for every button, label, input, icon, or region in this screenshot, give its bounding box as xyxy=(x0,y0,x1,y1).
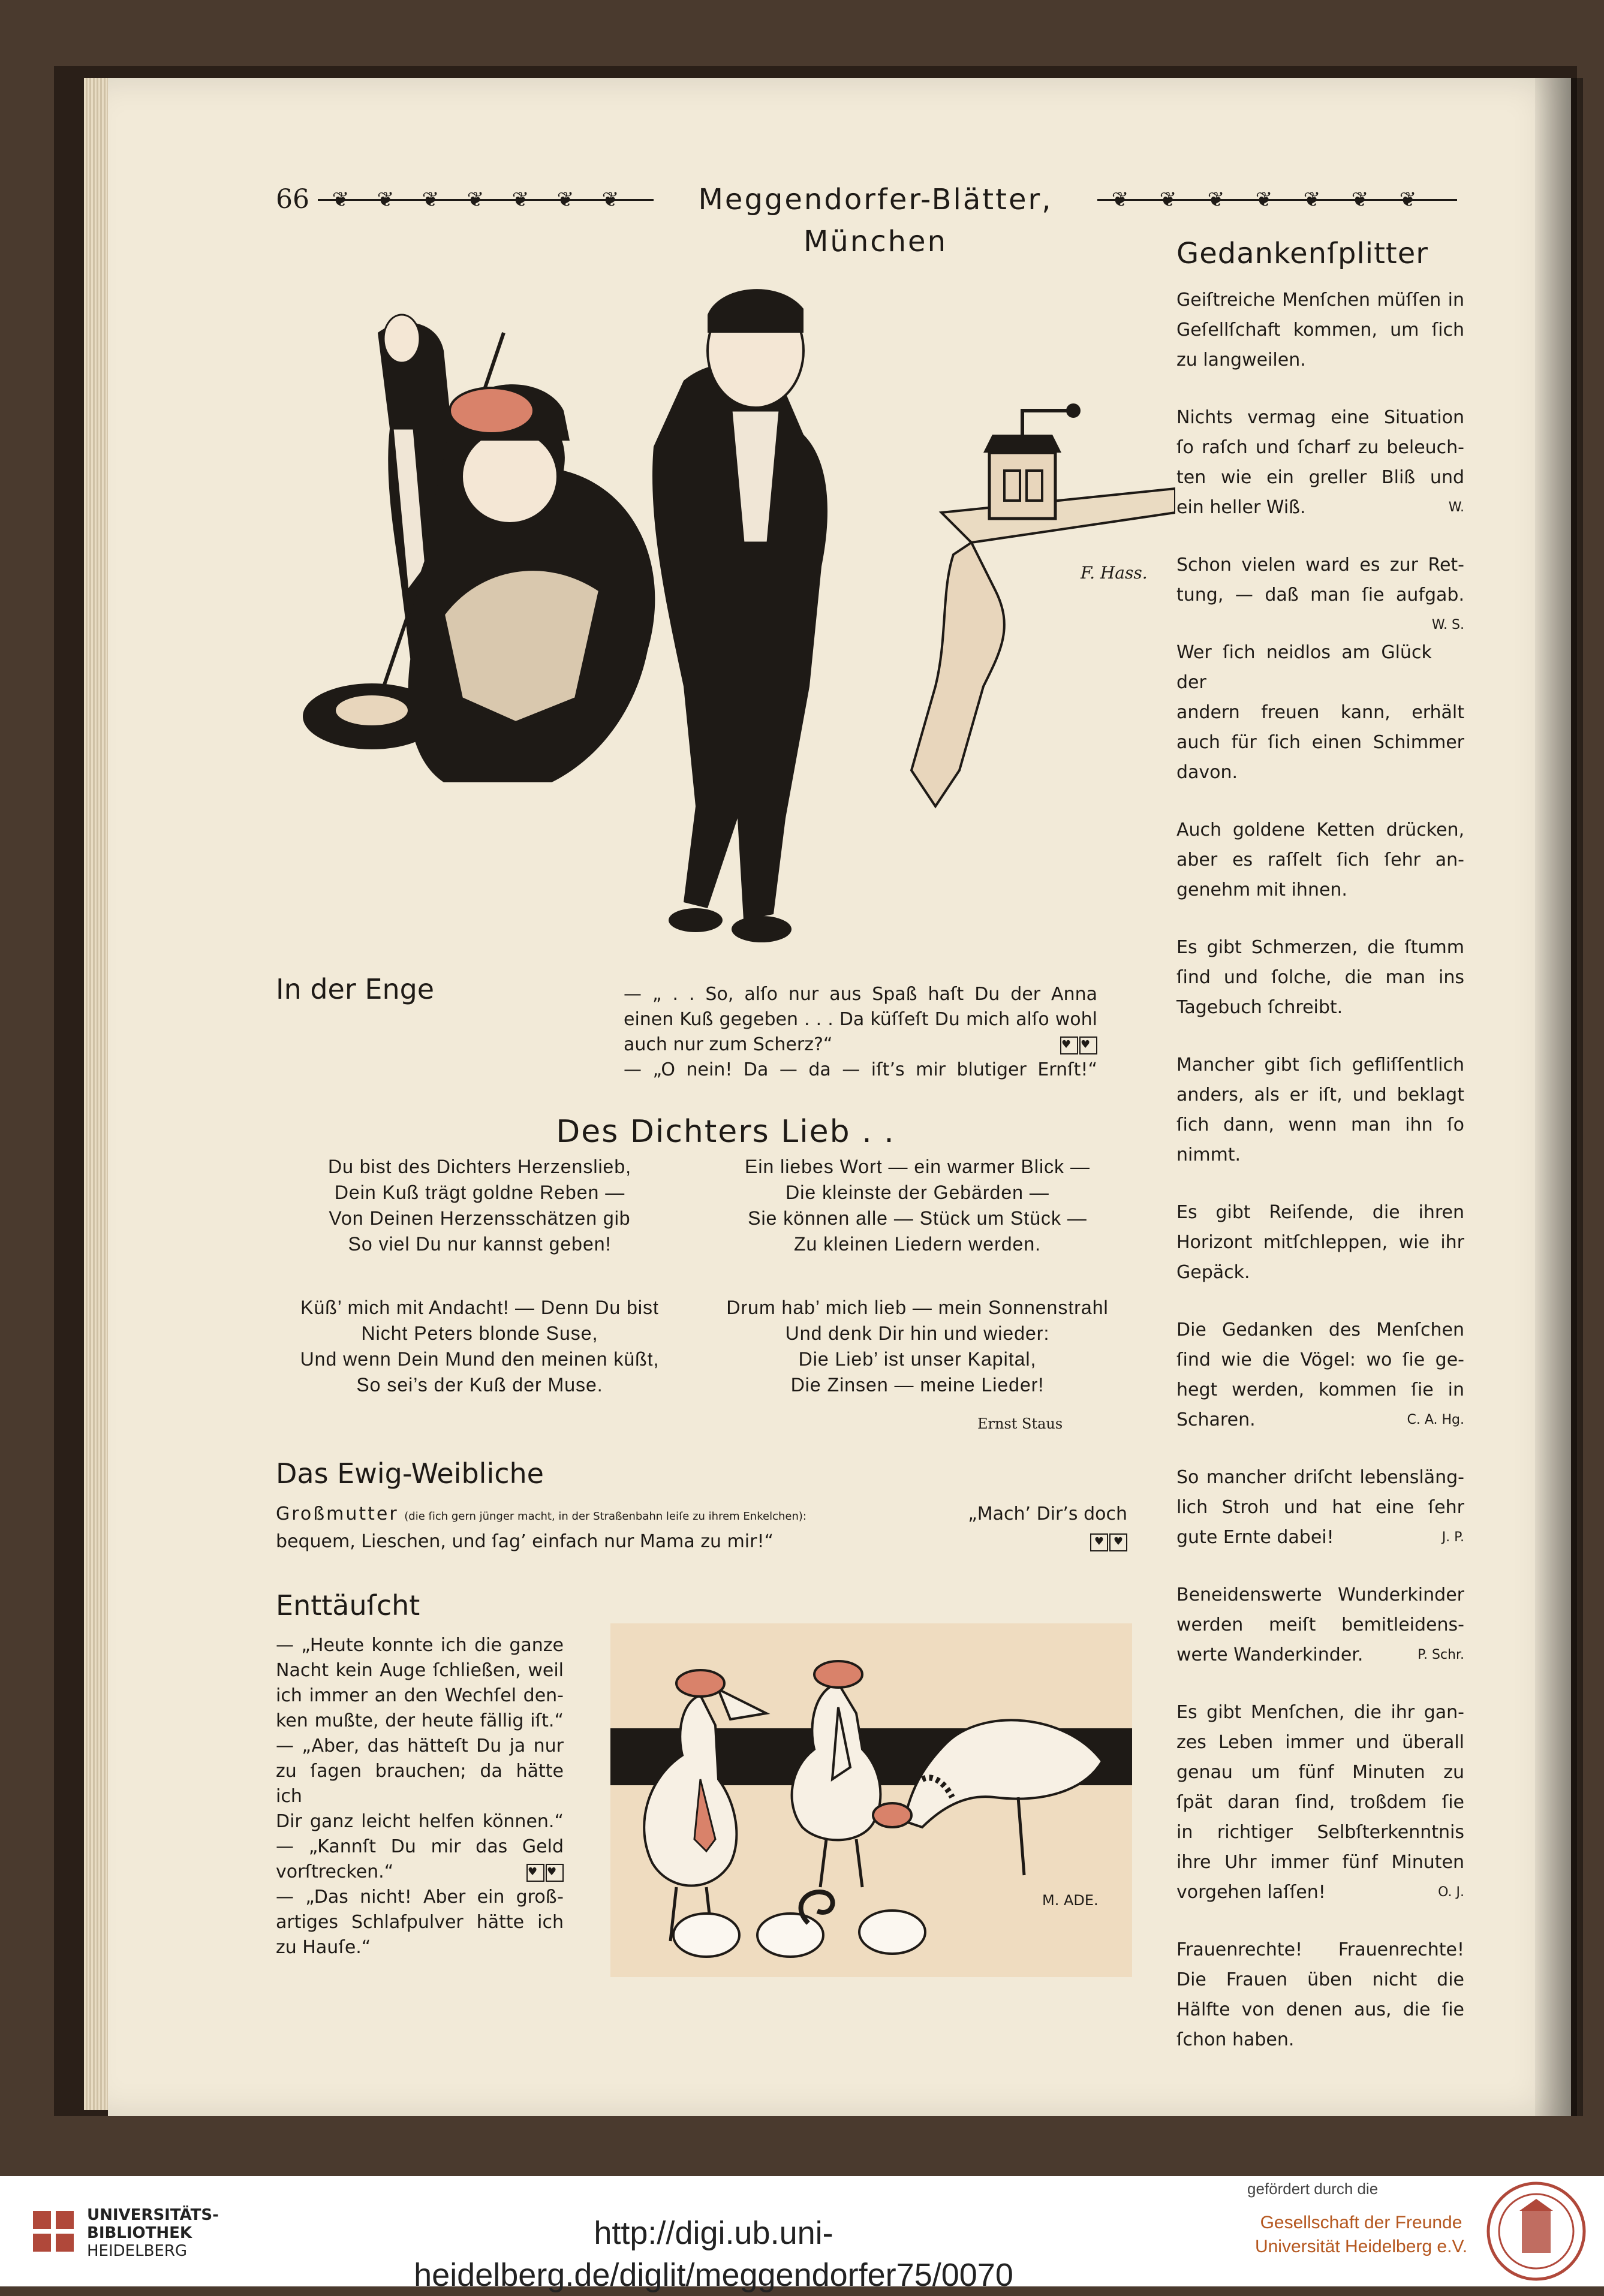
ornament-mark: ♥ xyxy=(1090,1533,1108,1551)
text-line: — „O nein! Da — da — iſt’s mir blutiger Ernſt!“ xyxy=(624,1059,1097,1080)
speaker: Großmutter xyxy=(276,1503,399,1524)
aphorism-signature: W. xyxy=(1448,500,1464,515)
text-line: Nacht kein Auge ſchließen, weil xyxy=(276,1660,564,1681)
aphorism: Frauenrechte! Frauenrechte! Die Frauen üben nicht die Hälfte von denen aus, die ſie ſchon haben. xyxy=(1176,1939,1464,2050)
text-line: ich immer an den Wechſel den- xyxy=(276,1685,564,1706)
anecdote-ewig xyxy=(276,1502,1127,1554)
aphorism: Nichts vermag eine Situation ſo raſch und ſcharf zu beleuch- ten wie ein greller Bliß und ein heller Wiß. W. xyxy=(1176,403,1464,523)
aphorism-signature: P. Schr. xyxy=(1418,1647,1464,1662)
society-name: Gesellschaft der Freunde Universität Heidelberg e.V. xyxy=(1254,2213,1468,2256)
poem-line: Drum hab’ mich lieb — mein Sonnenstrahl xyxy=(726,1297,1109,1318)
poem-stanza-4 xyxy=(702,1295,1133,1398)
poem-stanza-3 xyxy=(264,1295,696,1398)
section-title-enttaeuscht: Enttäuſcht xyxy=(276,1589,420,1622)
university-library-logo-icon xyxy=(33,2211,75,2253)
header-ornament-left: ❦ ❦ ❦ ❦ ❦ ❦ ❦ xyxy=(318,189,654,210)
text-line: ken mußte, der heute fällig iſt.“ xyxy=(276,1710,564,1731)
poem-line: Die Lieb’ ist unser Kapital, xyxy=(798,1348,1037,1370)
ornament-mark: ♥ xyxy=(1079,1036,1097,1054)
quote-start: „Mach’ Dir’s doch xyxy=(968,1503,1127,1524)
page-number: 66 xyxy=(276,184,309,215)
poem-line: So sei’s der Kuß der Muse. xyxy=(356,1374,603,1396)
cartoon-geese-illustration xyxy=(610,1623,1132,1977)
aphorism-signature: O. J. xyxy=(1438,1885,1464,1900)
section-title-ewig: Das Ewig-Weibliche xyxy=(276,1457,544,1490)
text-line: — „Kannſt Du mir das Geld xyxy=(276,1836,564,1857)
poem-line: Ein liebes Wort — ein warmer Blick — xyxy=(745,1156,1090,1177)
poem-title: Des Dichters Lieb . . xyxy=(556,1114,895,1150)
text-line: — „Heute konnte ich die ganze xyxy=(276,1635,564,1656)
aphorism: Die Gedanken des Menſchen ſind wie die Vögel: wo ſie ge- hegt werden, kommen ſie in Scharen. C. A. Hg. xyxy=(1176,1315,1464,1435)
aphorism-signature: J. P. xyxy=(1442,1530,1464,1545)
cartoon2-signature: M. ADE. xyxy=(1042,1892,1099,1909)
ornament-mark: ♥ xyxy=(546,1864,564,1882)
poem-line: Küß’ mich mit Andacht! — Denn Du bist xyxy=(300,1297,659,1318)
aphorism-column xyxy=(1176,234,1464,2083)
poem-stanza-2 xyxy=(702,1154,1133,1257)
ornament-mark: ♥ xyxy=(1109,1533,1127,1551)
ornament-mark: ♥ xyxy=(526,1864,544,1882)
aphorism-signature: C. A. Hg. xyxy=(1407,1412,1464,1427)
text-line: einen Kuß gegeben . . . Da küſſeſt Du mich alſo wohl xyxy=(624,1009,1097,1030)
dialogue-enge xyxy=(624,982,1097,1083)
aphorism: So mancher driſcht lebensläng- lich Stroh und hat eine ſehr gute Ernte dabei! J. P. xyxy=(1176,1463,1464,1553)
text-line: — „ . . So, alſo nur aus Spaß haſt Du der Anna xyxy=(624,984,1097,1005)
funded-by-label: gefördert durch die xyxy=(1247,2180,1379,2198)
society-seal-icon xyxy=(1486,2181,1587,2282)
dialogue-enttaeuscht xyxy=(276,1633,564,1960)
poem-line: Die Zinsen — meine Lieder! xyxy=(790,1374,1045,1396)
text-line: — „Aber, das hätteſt Du ja nur xyxy=(276,1735,564,1756)
text-line: vorſtrecken.“ ♥ ♥ xyxy=(276,1860,564,1885)
aphorism-signature: W. S. xyxy=(1431,617,1464,632)
poem-line: Von Deinen Herzensschätzen gib xyxy=(329,1207,631,1229)
poem-line: Du bist des Dichters Herzenslieb, xyxy=(327,1156,632,1177)
aphorism: Es gibt Schmerzen, die ſtumm ſind und ſolche, die man ins Tagebuch ſchreibt. xyxy=(1176,937,1464,1018)
poem-line: Nicht Peters blonde Suse, xyxy=(361,1322,598,1344)
aphorism: Mancher gibt ſich gefliſſentlich anders, als er iſt, und beklagt ſich dann, wenn man ihn ſo nimmt. xyxy=(1176,1054,1464,1165)
poem-line: Und denk Dir hin und wieder: xyxy=(785,1322,1050,1344)
poem-line: Die kleinste der Gebärden — xyxy=(786,1182,1049,1203)
text-line xyxy=(276,1502,1127,1529)
text-line: — „Das nicht! Aber ein groß- xyxy=(276,1887,564,1908)
page-gutter xyxy=(1535,78,1583,2116)
text-line: auch nur zum Scherz?“ ♥ ♥ xyxy=(624,1032,1097,1057)
poem-line: Und wenn Dein Mund den meinen küßt, xyxy=(300,1348,660,1370)
cartoon1-signature: F. Hass. xyxy=(1081,563,1148,583)
header-ornament-right: ❦ ❦ ❦ ❦ ❦ ❦ ❦ xyxy=(1097,189,1457,210)
digitization-footer xyxy=(0,2176,1604,2293)
poem-line: So viel Du nur kannst geben! xyxy=(348,1233,612,1255)
poem-author: Ernst Staus xyxy=(977,1415,1063,1432)
magazine-title: Meggendorfer-Blätter, München xyxy=(698,183,1053,258)
text-line: bequem, Lieschen, und ſag’ einfach nur Mama zu mir!“ ♥ ♥ xyxy=(276,1529,1127,1554)
section-title-gedankensplitter: Gedankenſplitter xyxy=(1176,237,1429,270)
aphorism: Es gibt Reiſende, die ihren Horizont mitſchleppen, wie ihr Gepäck. xyxy=(1176,1202,1464,1283)
cartoon-couple-illustration xyxy=(264,231,1175,956)
text-line: Dir ganz leicht helfen können.“ xyxy=(276,1811,564,1832)
aphorism: Es gibt Menſchen, die ihr gan- zes Leben immer und überall genau um fünf Minuten zu ſpät daran ſind, troßdem ſie in richtiger Selbſterkenntnis ihre Uhr immer fünf Minuten vorgehen laſſen! O. J. xyxy=(1176,1698,1464,1908)
permalink-url[interactable]: http://digi.ub.uni-heidelberg.de/diglit/meggendorfer75/0070 xyxy=(414,2215,1013,2293)
text-line: artiges Schlafpulver hätte ich xyxy=(276,1912,564,1933)
aphorism: Beneidenswerte Wunderkinder werden meiſt bemitleidens- werte Wanderkinder. P. Schr. xyxy=(1176,1580,1464,1670)
text-line: zu ſagen brauchen; da hätte ich xyxy=(276,1761,564,1807)
poem-line: Sie können alle — Stück um Stück — xyxy=(748,1207,1087,1229)
section-title-enge: In der Enge xyxy=(276,973,435,1005)
ornament-mark: ♥ xyxy=(1060,1036,1078,1054)
aphorism: Auch goldene Ketten drücken, aber es raſſelt ſich ſehr an- genehm mit ihnen. xyxy=(1176,819,1464,900)
library-name: UNIVERSITÄTS- BIBLIOTHEK HEIDELBERG xyxy=(87,2206,219,2260)
text-line: zu Hauſe.“ xyxy=(276,1937,371,1958)
aphorism: Wer ſich neidlos am Glück der andern freuen kann, erhält auch für ſich einen Schimmer davon. xyxy=(1176,642,1464,783)
aphorism: Schon vielen ward es zur Ret- tung, — daß man ſie aufgab. W. S. xyxy=(1176,550,1464,610)
poem-stanza-1 xyxy=(264,1154,696,1257)
poem-line: Zu kleinen Liedern werden. xyxy=(793,1233,1041,1255)
poem-line: Dein Kuß trägt goldne Reben — xyxy=(334,1182,625,1203)
stage-note: (die ſich gern jünger macht, in der Straßenbahn leiſe zu ihrem Enkelchen): xyxy=(404,1510,806,1523)
aphorism: Geiſtreiche Menſchen müſſen in Geſellſchaft kommen, um ſich zu langweilen. xyxy=(1176,290,1464,370)
